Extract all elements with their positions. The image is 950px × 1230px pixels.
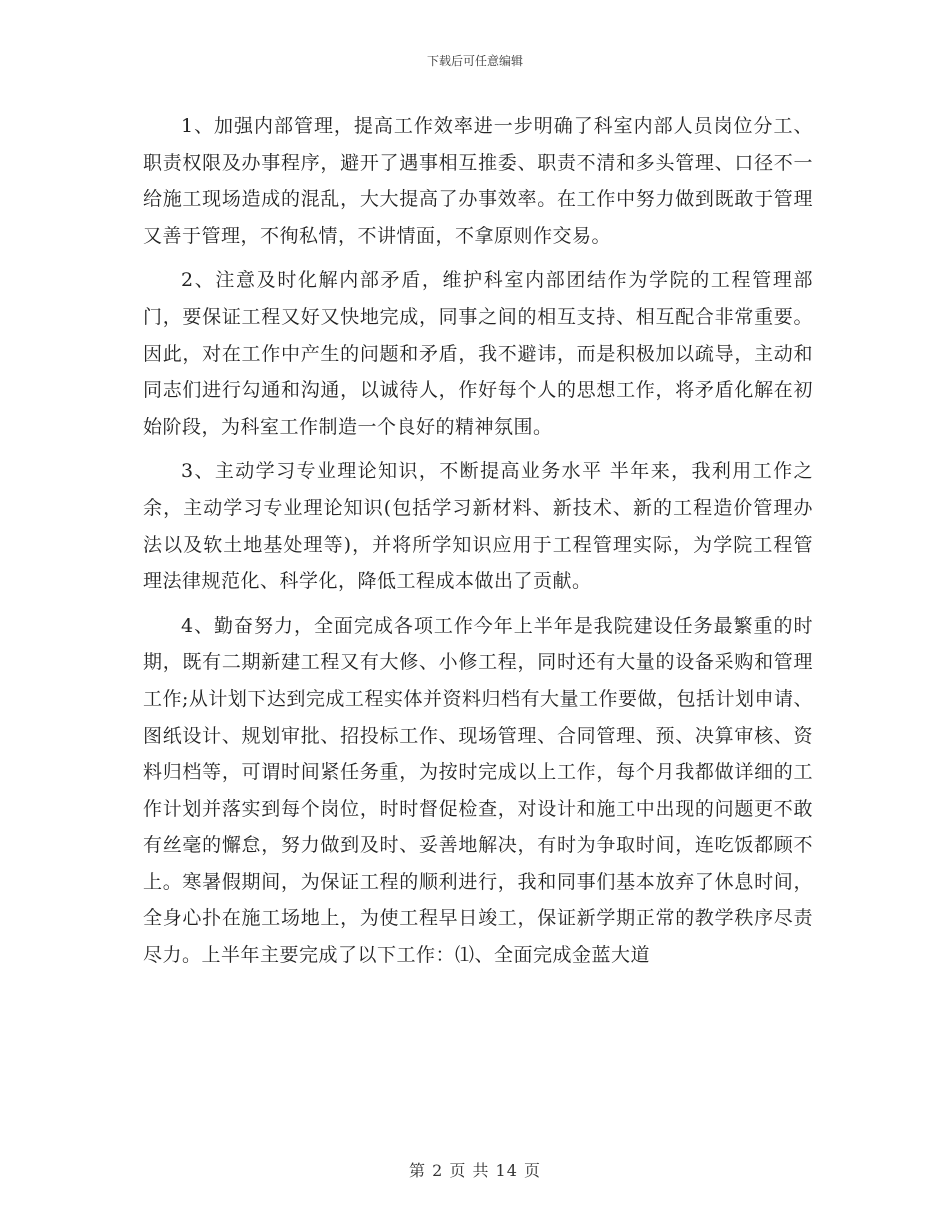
paragraph-4: 4、勤奋努力，全面完成各项工作今年上半年是我院建设任务最繁重的时期，既有二期新建工程又有大修、小修工程，同时还有大量的设备采购和管理工作;从计划下达到完成工程实体并资料归档有大量工作要做，包括计划申请、图纸设计、规划审批、招投标工作、现场管理、合同管理、预、决算审核、资料归档等，可谓时间紧任务重，为按时完成以上工作，每个月我都做详细的工作计划并落实到每个岗位，时时督促检查，对设计和施工中出现的问题更不敢有丝毫的懈怠，努力做到及时、妥善地解决，有时为争取时间，连吃饭都顾不上。寒暑假期间，为保证工程的顺利进行，我和同事们基本放弃了休息时间，全身心扑在施工场地上，为使工程早日竣工，保证新学期正常的教学秩序尽责尽力。上半年主要完成了以下工作：⑴、全面完成金蓝大道 xyxy=(143,614,813,967)
document-body xyxy=(143,108,813,982)
page-number-footer: 第 2 页 共 14 页 xyxy=(409,1161,541,1180)
paragraph-1: 1、加强内部管理，提高工作效率进一步明确了科室内部人员岗位分工、职责权限及办事程序，避开了遇事相互推委、职责不清和多头管理、口径不一给施工现场造成的混乱，大大提高了办事效率。在工作中努力做到既敢于管理又善于管理，不徇私情，不讲情面，不拿原则作交易。 xyxy=(143,115,813,247)
page-header: 下载后可任意编辑 xyxy=(426,54,523,68)
paragraph-3: 3、主动学习专业理论知识，不断提高业务水平 半年来，我利用工作之余，主动学习专业理论知识(包括学习新材料、新技术、新的工程造价管理办法以及软土地基处理等)，并将所学知识应用于工程管理实际，为学院工程管理法律规范化、科学化，降低工程成本做出了贡献。 xyxy=(143,460,813,593)
paragraph-2: 2、注意及时化解内部矛盾，维护科室内部团结作为学院的工程管理部门，要保证工程又好又快地完成，同事之间的相互支持、相互配合非常重要。因此，对在工作中产生的问题和矛盾，我不避讳，而是积极加以疏导，主动和同志们进行勾通和沟通，以诚待人，作好每个人的思想工作，将矛盾化解在初始阶段，为科室工作制造一个良好的精神氛围。 xyxy=(143,269,813,438)
